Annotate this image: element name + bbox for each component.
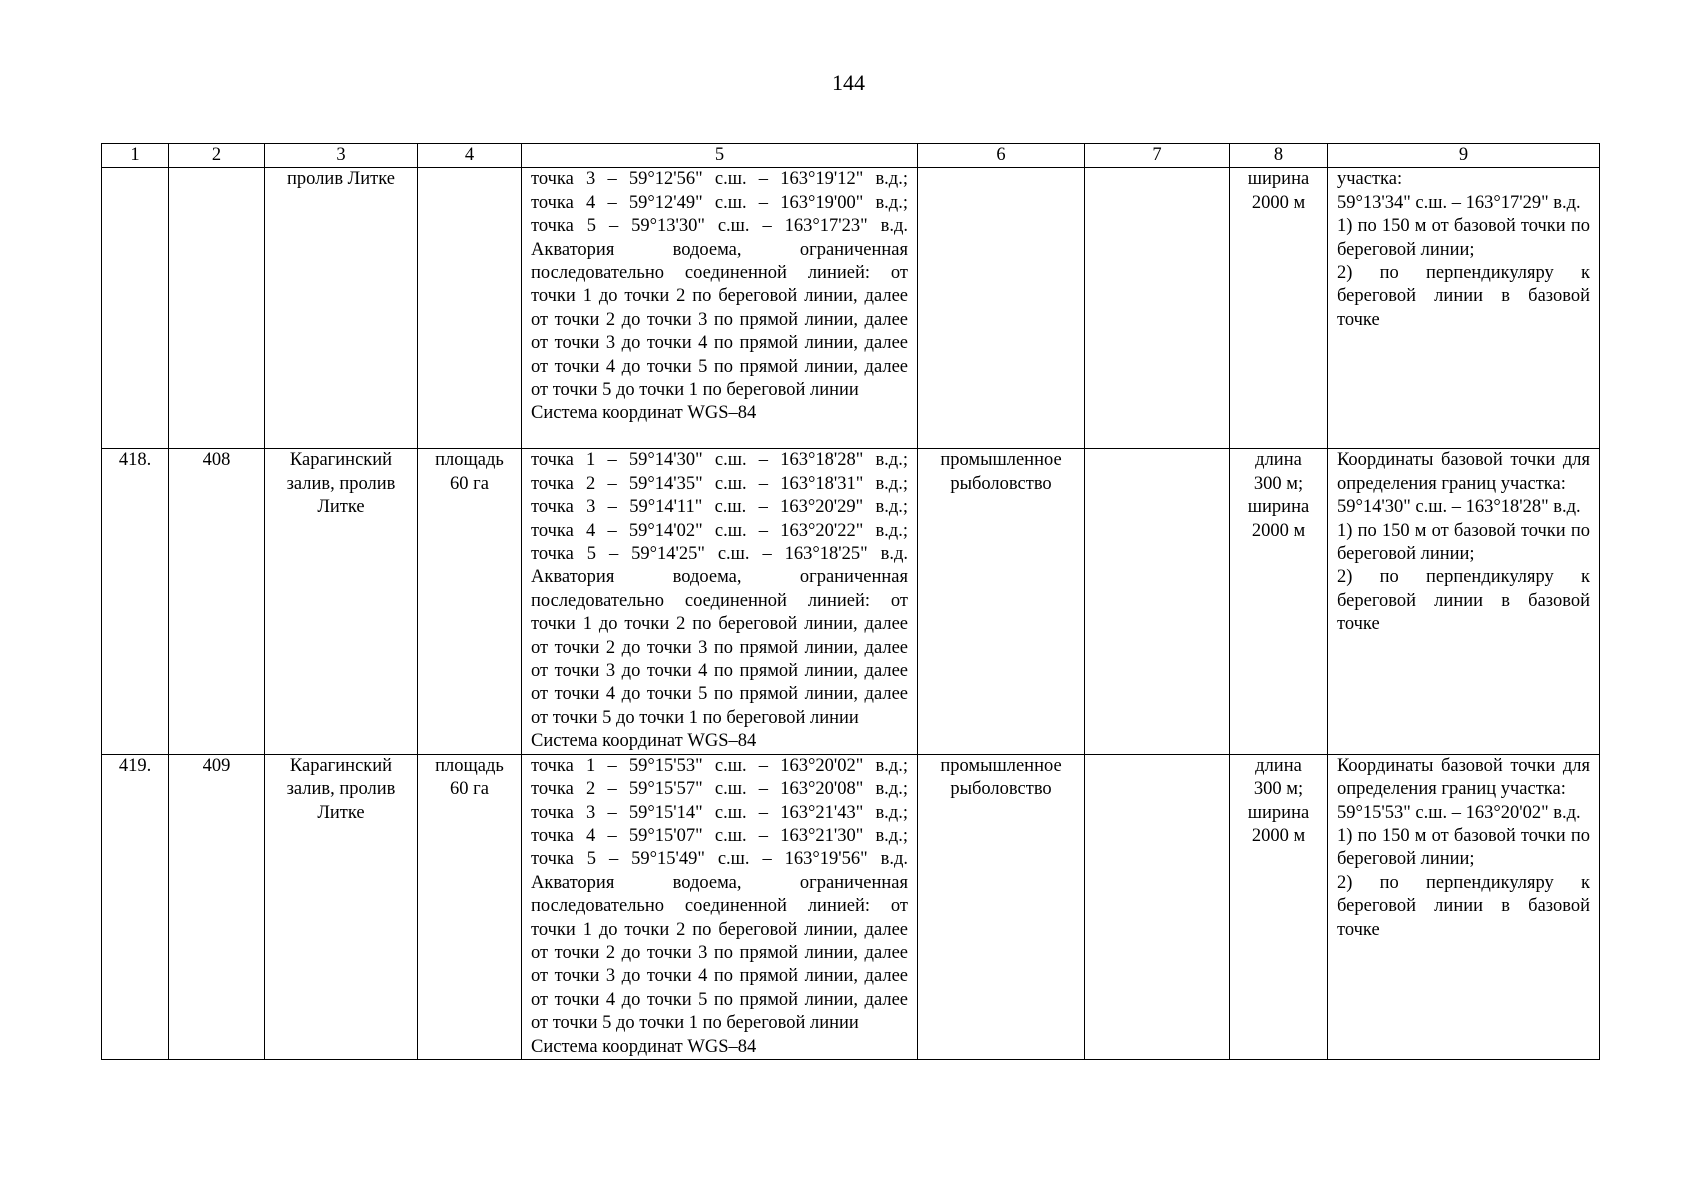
location-cell: пролив Литке xyxy=(265,168,418,449)
coordinate-line: точка 1 – 59°15'53" с.ш. – 163°20'02" в.д.; xyxy=(531,755,908,776)
header-cell: 9 xyxy=(1328,144,1600,168)
base-point-rule: 1) по 150 м от базовой точки по береговой линии; xyxy=(1337,216,1590,260)
coordinate-system: Система координат WGS–84 xyxy=(531,403,757,424)
dimensions-cell: длина 300 м; ширина 2000 м xyxy=(1230,449,1328,754)
base-point-rule: 2) по перпендикуляру к береговой линии в базовой точке xyxy=(1337,263,1590,330)
dimensions-cell: длина 300 м; ширина 2000 м xyxy=(1230,754,1328,1059)
site-number-cell: 408 xyxy=(169,449,265,754)
purpose-cell: промышленное рыболовство xyxy=(918,449,1085,754)
row-number-cell xyxy=(102,168,169,449)
coordinate-line: точка 5 – 59°14'25" с.ш. – 163°18'25" в.д. xyxy=(531,544,908,565)
boundary-description: Акватория водоема, ограниченная последовательно соединенной линией: от точки 1 до точки 2 по береговой линии, далее от точки 2 до точки 3 по прямой линии, далее от точки 3 до точки 4 по прямой линии, далее от точки 4 до точки 5 по прямой линии, далее от точки 5 до точки 1 по береговой линии xyxy=(531,239,908,401)
base-point-heading: Координаты базовой точки для определения границ участка: xyxy=(1337,755,1590,800)
base-point-coordinates: 59°15'53" с.ш. – 163°20'02" в.д. xyxy=(1337,802,1581,823)
row-number-cell: 418. xyxy=(102,449,169,754)
coordinate-line: точка 5 – 59°13'30" с.ш. – 163°17'23" в.д. xyxy=(531,216,908,237)
coordinate-line: точка 4 – 59°15'07" с.ш. – 163°21'30" в.д.; xyxy=(531,825,908,846)
boundaries-cell xyxy=(522,449,918,754)
purpose-cell: промышленное рыболовство xyxy=(918,754,1085,1059)
header-row xyxy=(102,144,1600,168)
row-number-cell: 419. xyxy=(102,754,169,1059)
boundary-description: Акватория водоема, ограниченная последовательно соединенной линией: от точки 1 до точки 2 по береговой линии, далее от точки 2 до точки 3 по прямой линии, далее от точки 3 до точки 4 по прямой линии, далее от точки 4 до точки 5 по прямой линии, далее от точки 5 до точки 1 по береговой линии xyxy=(531,872,908,1034)
coordinate-system: Система координат WGS–84 xyxy=(531,731,757,752)
base-point-heading: Координаты базовой точки для определения границ участка: xyxy=(1337,450,1590,494)
base-point-rule: 1) по 150 м от базовой точки по береговой линии; xyxy=(1337,825,1590,870)
empty-cell xyxy=(1085,754,1230,1059)
table-row xyxy=(102,754,1600,1059)
boundaries-cell xyxy=(522,168,918,449)
base-point-cell xyxy=(1328,449,1600,754)
table-row xyxy=(102,168,1600,449)
header-cell: 8 xyxy=(1230,144,1328,168)
coordinate-system: Система координат WGS–84 xyxy=(531,1036,757,1057)
base-point-rule: 2) по перпендикуляру к береговой линии в базовой точке xyxy=(1337,872,1590,940)
coordinate-line: точка 3 – 59°15'14" с.ш. – 163°21'43" в.д.; xyxy=(531,802,908,823)
base-point-heading: участка: xyxy=(1337,169,1403,190)
fishing-sites-table xyxy=(101,143,1600,1060)
header-cell: 4 xyxy=(418,144,522,168)
page-number: 144 xyxy=(832,70,865,95)
base-point-rule: 2) по перпендикуляру к береговой линии в базовой точке xyxy=(1337,567,1590,635)
boundaries-cell xyxy=(522,754,918,1059)
empty-cell xyxy=(1085,449,1230,754)
location-cell: Карагинский залив, пролив Литке xyxy=(265,754,418,1059)
header-cell: 6 xyxy=(918,144,1085,168)
location-cell: Карагинский залив, пролив Литке xyxy=(265,449,418,754)
coordinate-line: точка 3 – 59°14'11" с.ш. – 163°20'29" в.д.; xyxy=(531,497,908,518)
header-cell: 2 xyxy=(169,144,265,168)
area-cell: площадь 60 га xyxy=(418,754,522,1059)
base-point-cell xyxy=(1328,754,1600,1059)
table-row xyxy=(102,449,1600,754)
purpose-cell xyxy=(918,168,1085,449)
area-cell: площадь 60 га xyxy=(418,449,522,754)
base-point-cell xyxy=(1328,168,1600,449)
header-cell: 5 xyxy=(522,144,918,168)
header-cell: 3 xyxy=(265,144,418,168)
boundary-description: Акватория водоема, ограниченная последовательно соединенной линией: от точки 1 до точки 2 по береговой линии, далее от точки 2 до точки 3 по прямой линии, далее от точки 3 до точки 4 по прямой линии, далее от точки 4 до точки 5 по прямой линии, далее от точки 5 до точки 1 по береговой линии xyxy=(531,567,908,728)
coordinate-line: точка 1 – 59°14'30" с.ш. – 163°18'28" в.д.; xyxy=(531,450,908,471)
dimensions-cell: ширина 2000 м xyxy=(1230,168,1328,449)
base-point-rule: 1) по 150 м от базовой точки по береговой линии; xyxy=(1337,520,1590,565)
base-point-coordinates: 59°14'30" с.ш. – 163°18'28" в.д. xyxy=(1337,497,1581,518)
header-cell: 1 xyxy=(102,144,169,168)
coordinate-line: точка 4 – 59°14'02" с.ш. – 163°20'22" в.д.; xyxy=(531,520,908,541)
coordinate-line: точка 2 – 59°15'57" с.ш. – 163°20'08" в.д.; xyxy=(531,779,908,800)
base-point-coordinates: 59°13'34" с.ш. – 163°17'29" в.д. xyxy=(1337,192,1581,213)
coordinate-line: точка 2 – 59°14'35" с.ш. – 163°18'31" в.д.; xyxy=(531,473,908,494)
site-number-cell: 409 xyxy=(169,754,265,1059)
empty-cell xyxy=(1085,168,1230,449)
coordinate-line: точка 3 – 59°12'56" с.ш. – 163°19'12" в.д.; xyxy=(531,169,908,190)
coordinate-line: точка 5 – 59°15'49" с.ш. – 163°19'56" в.д. xyxy=(531,849,908,870)
coordinate-line: точка 4 – 59°12'49" с.ш. – 163°19'00" в.д.; xyxy=(531,192,908,213)
site-number-cell xyxy=(169,168,265,449)
area-cell xyxy=(418,168,522,449)
header-cell: 7 xyxy=(1085,144,1230,168)
